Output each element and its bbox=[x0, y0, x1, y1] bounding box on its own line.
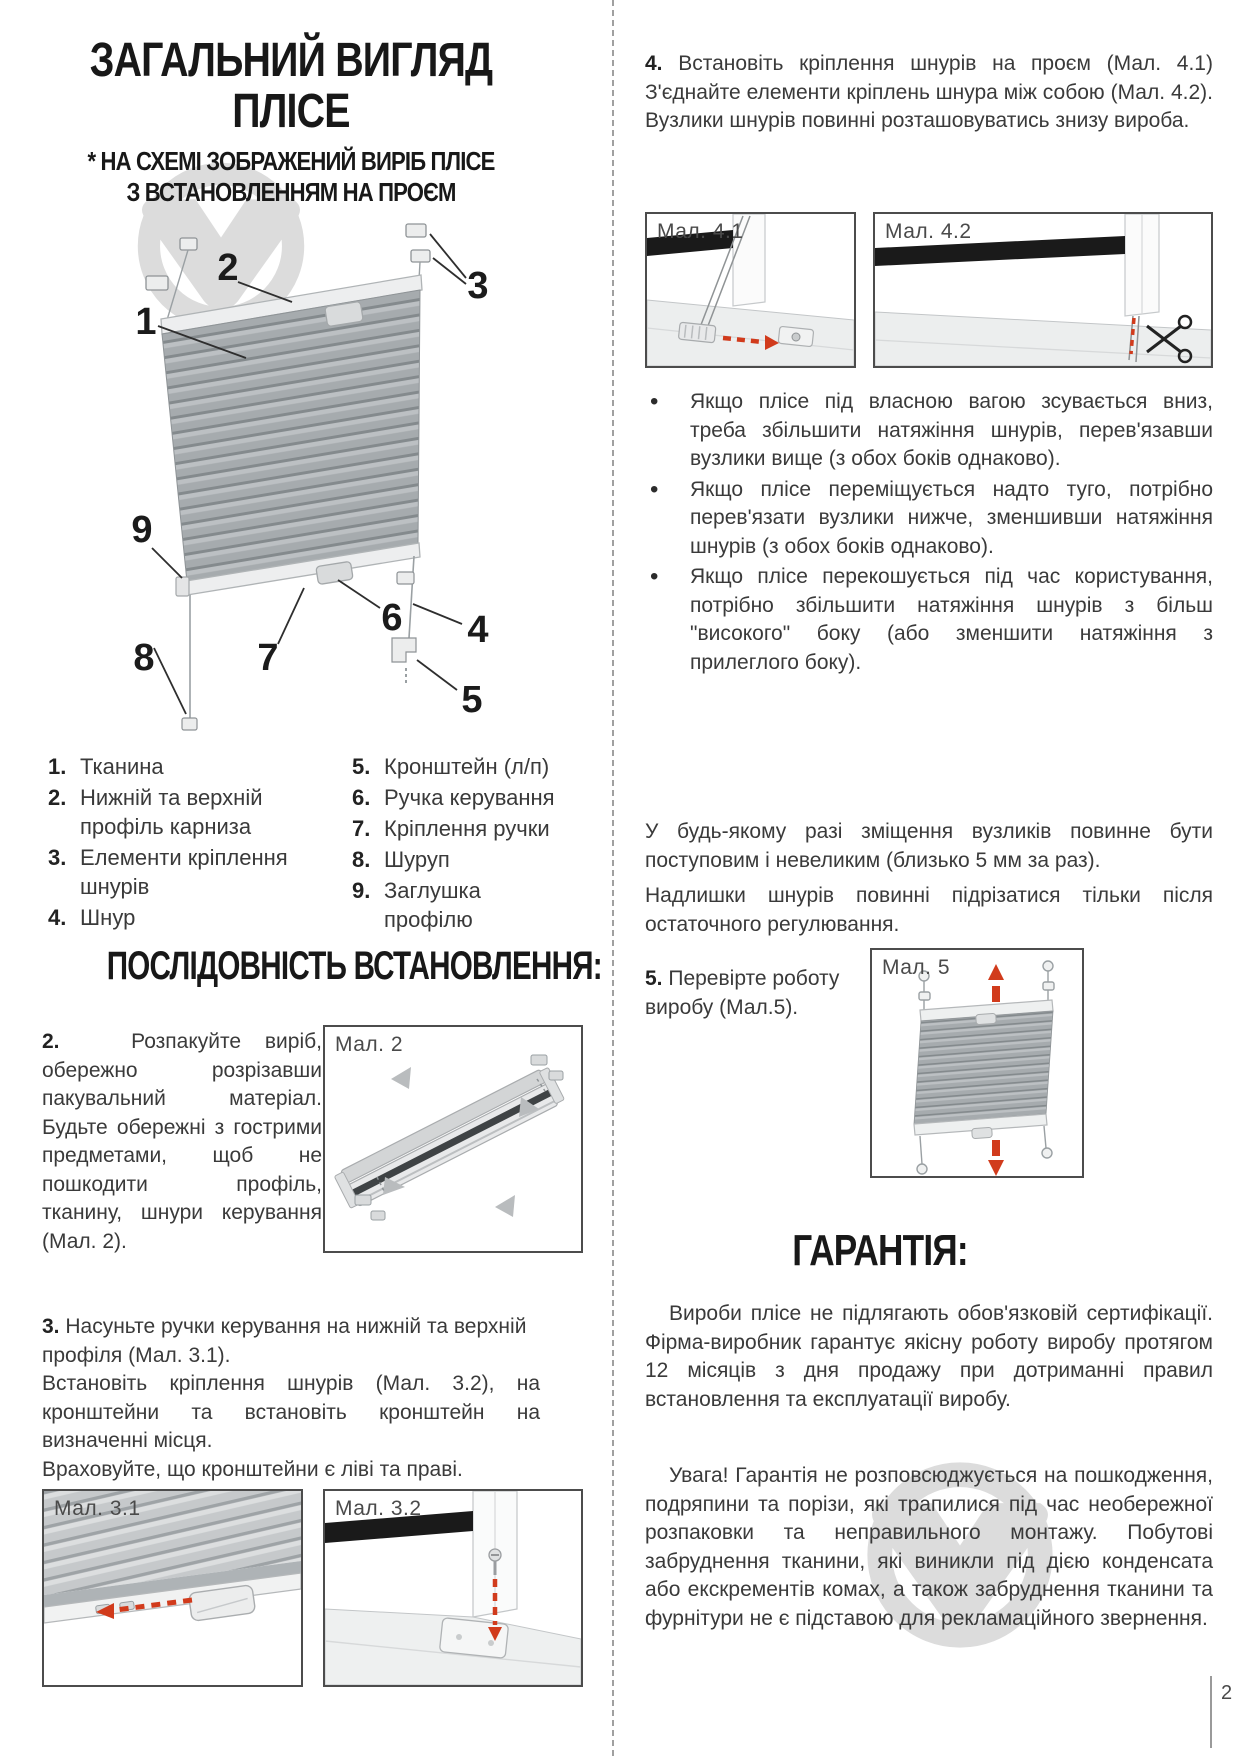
pleated-fabric bbox=[914, 1011, 1053, 1124]
legend-item: 8. Шуруп bbox=[352, 847, 450, 873]
legend-item: 9. Заглушка профілю bbox=[352, 878, 481, 933]
step-3-line2: Встановіть кріплення шнурів (Мал. 3.2), на кронштейни та встановіть кронштейн на визначенні місця. bbox=[42, 1372, 540, 1453]
profile-end-cap bbox=[176, 577, 189, 596]
page-subtitle-line1: * НА СХЕМІ ЗОБРАЖЕНИЙ ВИРІБ ПЛІСЕ bbox=[87, 146, 495, 176]
page-subtitle-line2: З ВСТАНОВЛЕННЯМ НА ПРОЄМ bbox=[126, 177, 456, 208]
legend-item: 1. Тканина bbox=[48, 754, 164, 779]
red-down-arrow bbox=[988, 1140, 1004, 1176]
figure-4-2 bbox=[873, 212, 1213, 368]
callout-2: 2 bbox=[217, 247, 239, 289]
legend-item: 4. Шнур bbox=[48, 905, 136, 931]
page-title-line1: ЗАГАЛЬНИЙ ВИГЛЯД bbox=[89, 34, 493, 87]
warranty-heading: ГАРАНТІЯ: bbox=[792, 1226, 968, 1275]
step-2-number: 2. bbox=[42, 1030, 60, 1053]
adjustment-bullet-list bbox=[648, 388, 1213, 679]
legend-right-column bbox=[352, 752, 572, 936]
step-3-line1: 3. Насуньте ручки керування на нижній та верхній профіля (Мал. 3.1). bbox=[42, 1315, 527, 1367]
figure-5 bbox=[870, 948, 1084, 1178]
legend-item: 6. Ручка керування bbox=[352, 785, 555, 811]
mount-bracket bbox=[439, 1618, 508, 1659]
page-title bbox=[42, 36, 540, 138]
bullet-item: • Якщо плісе перекошується під час користування, потрібно збільшити натяжіння шнурів з більш "високого" боку (або зменшити натяжіння з прилеглого боку). bbox=[650, 563, 1213, 674]
step-3-line3: Враховуйте, що кронштейни є ліві та праві. bbox=[42, 1457, 463, 1481]
legend-item: 3. Елементи кріплення шнурів bbox=[48, 845, 288, 900]
callout-4: 4 bbox=[467, 609, 489, 651]
screw bbox=[182, 718, 197, 730]
step-5-number: 5. bbox=[645, 967, 663, 990]
legend-item: 5. Кронштейн (л/п) bbox=[352, 754, 550, 779]
pleated-fabric bbox=[162, 290, 420, 582]
figure-4-1 bbox=[645, 212, 856, 368]
step-4-paragraph bbox=[645, 50, 1213, 136]
step-5-text: Перевірте роботу виробу (Мал.5). bbox=[645, 967, 840, 1019]
step-2-text: Розпакуйте виріб, обережно розрізавши пакувальний матеріал. Будьте обережні з гострими предметами, щоб не пошкодити профіль, тканину, шнури керування (Мал. 2). bbox=[42, 1030, 322, 1253]
figure-5-label: Мал. 5 bbox=[882, 956, 951, 979]
callout-9: 9 bbox=[131, 509, 153, 551]
bracket bbox=[392, 638, 416, 662]
callout-6: 6 bbox=[381, 597, 403, 639]
legend-item: 2. Нижній та верхній профіль карниза bbox=[48, 785, 263, 840]
figure-3-2 bbox=[323, 1489, 583, 1687]
callout-3: 3 bbox=[467, 265, 489, 307]
figure-2-graphic bbox=[325, 1027, 581, 1251]
callout-7: 7 bbox=[257, 637, 279, 679]
page-number: 2 bbox=[1221, 1682, 1233, 1704]
red-up-arrow bbox=[988, 964, 1004, 1002]
callout-5: 5 bbox=[461, 679, 483, 721]
section-heading-install: ПОСЛІДОВНІСТЬ ВСТАНОВЛЕННЯ: bbox=[106, 944, 602, 988]
step-4-number: 4. bbox=[645, 52, 663, 75]
step-3-paragraph bbox=[42, 1313, 540, 1484]
figure-3-1 bbox=[42, 1489, 303, 1687]
step-2-paragraph bbox=[42, 1028, 322, 1256]
bullet-item: • Якщо плісе під власною вагою зсувається вниз, треба збільшити натяжіння шнурів, перев'язавши вузлики вище (з обох боків однаково). bbox=[650, 388, 1213, 471]
page-title-line2: ПЛІСЕ bbox=[232, 84, 350, 138]
figure-3-2-label: Мал. 3.2 bbox=[335, 1497, 422, 1520]
legend-left-column bbox=[48, 752, 340, 934]
figure-3-1-label: Мал. 3.1 bbox=[54, 1497, 141, 1520]
step-4-text: Встановіть кріплення шнурів на проєм (Мал. 4.1) З'єднайте елементи кріплень шнура між собою (Мал. 4.2). Вузлики шнурів повинні розташовуватись знизу вироба. bbox=[645, 52, 1213, 133]
legend-item: 7. Кріплення ручки bbox=[352, 816, 550, 842]
warranty-paragraph-2: Увага! Гарантія не розповсюджується на пошкодження, подряпини та порізи, які трапилися під час необережної розпаковки та неправильного монтажу. Побутові забруднення тканини, які виникли під дією конденсата або екскрементів комах, а також забруднення тканини та фурнітури не є підставою для рекламаційного звернення. bbox=[645, 1464, 1213, 1630]
page-number-rule bbox=[1210, 1676, 1212, 1748]
warranty-paragraph-1: Вироби плісе не підлягають обов'язковій сертифікації. Фірма-виробник гарантує якісну роботу виробу протягом 12 місяців з дня продажу при дотриманні правил встановлення та експлуатації виробу. bbox=[645, 1302, 1213, 1411]
column-divider bbox=[612, 0, 614, 1756]
figure-4-1-label: Мал. 4.1 bbox=[657, 220, 744, 243]
note-paragraph-2: Надлишки шнурів повинні підрізатися тільки після остаточного регулювання. bbox=[645, 884, 1213, 936]
figure-2-label: Мал. 2 bbox=[335, 1033, 404, 1056]
note-paragraph-1: У будь-якому разі зміщення вузликів повинне бути поступовим і невеликим (близько 5 мм за раз). bbox=[645, 820, 1213, 872]
figure-2 bbox=[323, 1025, 583, 1253]
step-5-paragraph bbox=[645, 965, 857, 1022]
figure-4-2-label: Мал. 4.2 bbox=[885, 220, 972, 243]
figure-5-graphic bbox=[872, 950, 1082, 1176]
cord-lock bbox=[678, 322, 716, 343]
callout-8: 8 bbox=[133, 637, 155, 679]
blind-exploded-diagram bbox=[40, 192, 540, 732]
bullet-item: • Якщо плісе переміщується надто туго, потрібно перев'язати вузлики нижче, зменшивши натяжіння шнурів (з обох боків однаково). bbox=[650, 475, 1213, 558]
callout-1: 1 bbox=[135, 301, 157, 343]
